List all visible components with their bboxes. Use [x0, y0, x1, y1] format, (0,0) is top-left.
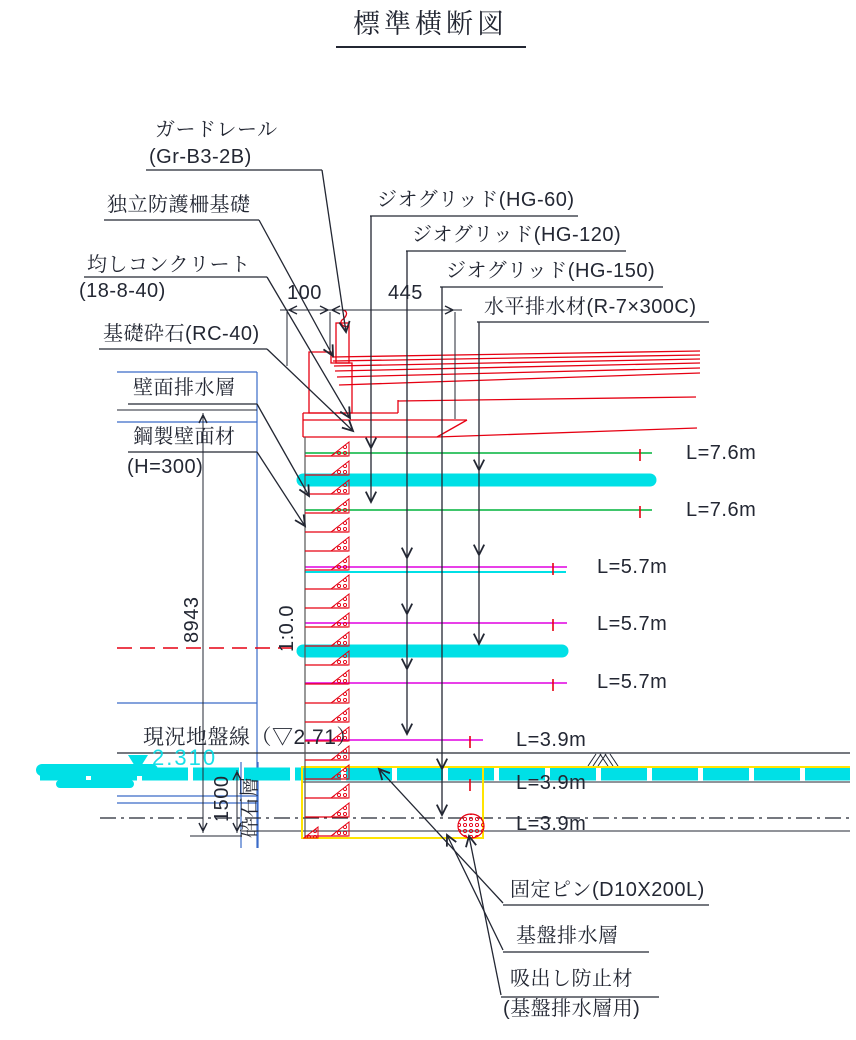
label-gravel-layer: 砕石層 [239, 776, 261, 838]
dim-8943: 8943 [181, 596, 203, 643]
length-label-l57-1: L=5.7m [597, 556, 668, 578]
label-leveling-concrete: 均しコンクリート [87, 254, 251, 276]
page-title: 標準横断図 [353, 9, 508, 39]
label-guardrail-type: (Gr-B3-2B) [149, 146, 252, 168]
length-label-l76-2: L=7.6m [686, 499, 757, 521]
length-label-l57-3: L=5.7m [597, 671, 668, 693]
label-geogrid-hg60: ジオグリッド(HG-60) [377, 189, 575, 211]
dim-445: 445 [388, 282, 423, 304]
label-horizontal-drain: 水平排水材(R-7×300C) [484, 296, 697, 318]
dim-1500: 1500 [211, 775, 233, 822]
wall-structure [303, 310, 700, 437]
label-leveling-concrete-spec: (18-8-40) [79, 280, 166, 302]
water-elevation-value: 2.310 [152, 745, 218, 770]
wall-batter-ratio: 1:0.0 [276, 605, 298, 652]
label-existing-ground-line: 現況地盤線（▽2.71） [143, 726, 358, 749]
length-label-l76-1: L=7.6m [686, 442, 757, 464]
length-label-l39-3: L=3.9m [516, 813, 587, 835]
length-label-l39-2: L=3.9m [516, 772, 587, 794]
length-label-l57-2: L=5.7m [597, 613, 668, 635]
label-suction-prevention-use: (基盤排水層用) [503, 998, 641, 1020]
label-suction-prevention: 吸出し防止材 [510, 968, 633, 990]
length-label-l39-1: L=3.9m [516, 729, 587, 751]
label-steel-facing-spec: (H=300) [127, 456, 204, 478]
label-base-drainage-layer: 基盤排水層 [516, 925, 619, 947]
label-wall-drainage-layer: 壁面排水層 [133, 377, 236, 399]
label-fixing-pin: 固定ピン(D10X200L) [510, 879, 705, 901]
label-geogrid-hg120: ジオグリッド(HG-120) [412, 224, 622, 246]
label-geogrid-hg150: ジオグリッド(HG-150) [446, 260, 656, 282]
label-guardrail: ガードレール [155, 119, 278, 141]
wall-base-corner-piece [304, 827, 318, 838]
label-fence-foundation: 独立防護柵基礎 [107, 194, 251, 216]
dim-100: 100 [287, 282, 322, 304]
label-foundation-gravel: 基礎砕石(RC-40) [103, 323, 260, 345]
ground-hatch-symbol [588, 754, 618, 766]
suction-prevention-gravel [458, 814, 484, 838]
title-underline [336, 46, 526, 48]
label-steel-facing: 鋼製壁面材 [133, 426, 236, 448]
